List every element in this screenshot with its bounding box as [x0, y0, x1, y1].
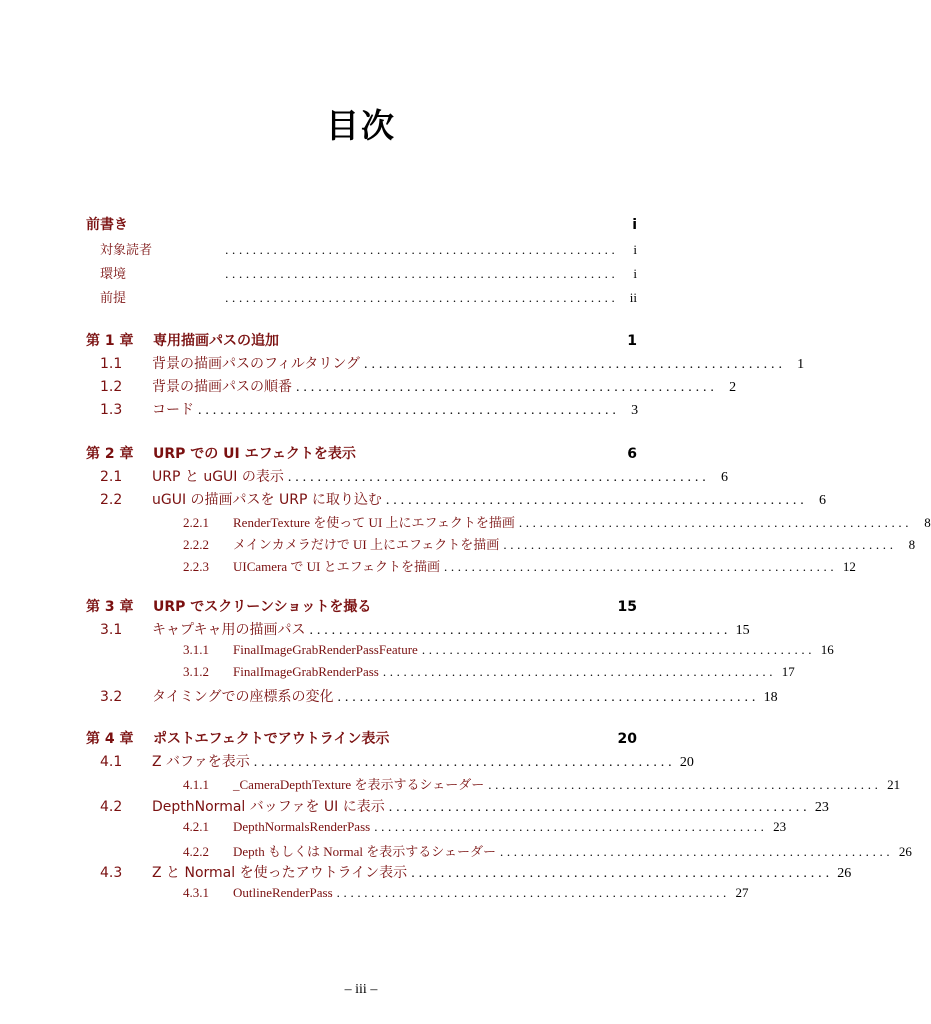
toc-entry-number: 4.3.1 [183, 885, 209, 900]
toc-entry-page: 2 [729, 380, 737, 395]
leader-dots: . . . . . . . . . . . . . . . . . . . . . . . . . . . . . . . . . . . . . . . . . . . . . . . . . . . . . . . . . [518, 515, 909, 530]
toc-entry-page: 15 [735, 623, 750, 638]
toc-entry-title: 対象読者 [100, 243, 153, 258]
toc-entry-number: 2.2.3 [183, 559, 209, 574]
toc-entry-number: 2.1 [100, 469, 123, 485]
toc-entry-page: 8 [924, 515, 931, 530]
leader-dots: . . . . . . . . . . . . . . . . . . . . . . . . . . . . . . . . . . . . . . . . . . . . . . . . . . . . . . . . . [225, 290, 615, 305]
toc-entry-title: FinalImageGrabRenderPassFeature [233, 642, 418, 657]
leader-dots: . . . . . . . . . . . . . . . . . . . . . . . . . . . . . . . . . . . . . . . . . . . . . . . . . . . . . . . . . [253, 755, 672, 770]
leader-dots: . . . . . . . . . . . . . . . . . . . . . . . . . . . . . . . . . . . . . . . . . . . . . . . . . . . . . . . . . [287, 470, 706, 485]
toc-entry-title: RenderTexture を使って UI 上にエフェクトを描画 [233, 515, 515, 530]
toc-entry-page: 1 [627, 333, 637, 349]
toc-entry-number: 1.1 [100, 356, 123, 372]
toc-entry-page: i [633, 242, 637, 257]
toc-section-entry[interactable] [86, 796, 829, 816]
toc-entry-page: 8 [908, 537, 916, 552]
toc-entry-page: 20 [617, 731, 637, 747]
toc-entry-title: Z バファを表示 [152, 754, 250, 770]
toc-chapter-entry[interactable] [86, 596, 637, 616]
toc-entry-title: タイミングでの座標系の変化 [152, 689, 334, 705]
toc-entry-page: 1 [797, 357, 805, 372]
toc-entry-title: メインカメラだけで UI 上にエフェクトを描画 [233, 537, 500, 552]
toc-entry-title: 背景の描画パスのフィルタリング [152, 356, 361, 372]
toc-chapter-entry[interactable] [86, 330, 637, 350]
toc-entry-title: _CameraDepthTexture を表示するシェーダー [233, 777, 485, 792]
toc-preface-item[interactable] [86, 239, 637, 258]
toc-entry-number: 4.3 [100, 865, 123, 881]
toc-section-entry[interactable] [86, 376, 737, 396]
page-title: 目次 [326, 106, 396, 145]
toc-preface-item[interactable] [86, 263, 637, 282]
toc-entry-number: 2.2.2 [183, 537, 209, 552]
toc-entry-number: 第 4 章 [86, 731, 134, 747]
toc-entry-number: 第 2 章 [86, 446, 134, 462]
toc-entry-page: 20 [679, 755, 694, 770]
toc-entry-number: 4.2.1 [183, 819, 209, 834]
toc-section-entry[interactable] [86, 353, 805, 373]
toc-entry-page: 27 [735, 885, 749, 900]
toc-entry-title: Z と Normal を使ったアウトライン表示 [152, 865, 408, 881]
toc-entry-number: 第 1 章 [86, 333, 134, 349]
leader-dots: . . . . . . . . . . . . . . . . . . . . . . . . . . . . . . . . . . . . . . . . . . . . . . . . . . . . . . . . . [309, 623, 728, 638]
toc-entry-title: DepthNormalsRenderPass [233, 819, 371, 834]
toc-subsection-entry[interactable] [86, 841, 912, 860]
toc-entry-page: 23 [773, 819, 787, 834]
toc-entry-page: 12 [842, 559, 856, 574]
leader-dots: . . . . . . . . . . . . . . . . . . . . . . . . . . . . . . . . . . . . . . . . . . . . . . . . . . . . . . . . . [374, 819, 765, 834]
toc-entry-page: 18 [763, 690, 778, 705]
toc-subsection-entry[interactable] [86, 642, 834, 658]
toc-subsection-entry[interactable] [86, 819, 787, 835]
toc-entry-number: 2.2 [100, 492, 123, 508]
toc-section-entry[interactable] [86, 686, 778, 706]
toc-entry-title: 背景の描画パスの順番 [152, 379, 292, 395]
toc-entry-title: uGUI の描画パスを URP に取り込む [152, 492, 382, 508]
toc-entry-number: 3.1 [100, 622, 123, 638]
leader-dots: . . . . . . . . . . . . . . . . . . . . . . . . . . . . . . . . . . . . . . . . . . . . . . . . . . . . . . . . . [443, 559, 834, 574]
leader-dots: . . . . . . . . . . . . . . . . . . . . . . . . . . . . . . . . . . . . . . . . . . . . . . . . . . . . . . . . . [499, 844, 890, 859]
toc-subsection-entry[interactable] [86, 534, 916, 553]
toc-entry-number: 1.3 [100, 402, 123, 418]
leader-dots: . . . . . . . . . . . . . . . . . . . . . . . . . . . . . . . . . . . . . . . . . . . . . . . . . . . . . . . . . [337, 690, 756, 705]
toc-entry-title: 前書き [86, 217, 128, 233]
leader-dots: . . . . . . . . . . . . . . . . . . . . . . . . . . . . . . . . . . . . . . . . . . . . . . . . . . . . . . . . . [336, 885, 727, 900]
toc-section-entry[interactable] [86, 751, 694, 771]
toc-section-entry[interactable] [86, 619, 750, 639]
toc-entry-title: URP での UI エフェクトを表示 [153, 446, 356, 462]
toc-section-entry[interactable] [86, 489, 826, 509]
leader-dots: . . . . . . . . . . . . . . . . . . . . . . . . . . . . . . . . . . . . . . . . . . . . . . . . . . . . . . . . . [225, 242, 615, 257]
toc-entry-title: ポストエフェクトでアウトライン表示 [153, 731, 390, 747]
leader-dots: . . . . . . . . . . . . . . . . . . . . . . . . . . . . . . . . . . . . . . . . . . . . . . . . . . . . . . . . . [385, 493, 804, 508]
toc-entry-title: FinalImageGrabRenderPass [233, 664, 379, 679]
toc-entry-title: Depth もしくは Normal を表示するシェーダー [233, 844, 496, 859]
toc-entry-number: 第 3 章 [86, 599, 134, 615]
toc-preface-item[interactable] [86, 287, 637, 306]
toc-entry-title: URP でスクリーンショットを撮る [153, 599, 372, 615]
leader-dots: . . . . . . . . . . . . . . . . . . . . . . . . . . . . . . . . . . . . . . . . . . . . . . . . . . . . . . . . . [488, 777, 879, 792]
toc-entry-title: UICamera で UI とエフェクトを描画 [233, 559, 440, 574]
toc-section-entry[interactable] [86, 466, 728, 486]
leader-dots: . . . . . . . . . . . . . . . . . . . . . . . . . . . . . . . . . . . . . . . . . . . . . . . . . . . . . . . . . [364, 357, 783, 372]
toc-entry-page: 26 [837, 866, 852, 881]
toc-entry-number: 3.1.2 [183, 664, 209, 679]
leader-dots: . . . . . . . . . . . . . . . . . . . . . . . . . . . . . . . . . . . . . . . . . . . . . . . . . . . . . . . . . [411, 866, 830, 881]
toc-entry-page: ii [629, 290, 637, 305]
leader-dots: . . . . . . . . . . . . . . . . . . . . . . . . . . . . . . . . . . . . . . . . . . . . . . . . . . . . . . . . . [503, 537, 894, 552]
leader-dots: . . . . . . . . . . . . . . . . . . . . . . . . . . . . . . . . . . . . . . . . . . . . . . . . . . . . . . . . . [388, 800, 807, 815]
toc-entry-page: i [632, 217, 637, 233]
leader-dots: . . . . . . . . . . . . . . . . . . . . . . . . . . . . . . . . . . . . . . . . . . . . . . . . . . . . . . . . . [198, 403, 617, 418]
toc-entry-page: 15 [617, 599, 637, 615]
toc-entry-number: 3.2 [100, 689, 123, 705]
toc-entry-title: URP と uGUI の表示 [152, 469, 284, 485]
leader-dots: . . . . . . . . . . . . . . . . . . . . . . . . . . . . . . . . . . . . . . . . . . . . . . . . . . . . . . . . . [296, 380, 715, 395]
toc-entry-title: コード [152, 402, 194, 418]
toc-entry-title: DepthNormal バッファを UI に表示 [152, 799, 385, 815]
toc-entry-number: 3.1.1 [183, 642, 209, 657]
toc-section-entry[interactable] [86, 862, 852, 882]
toc-entry-number: 4.1.1 [183, 777, 209, 792]
toc-subsection-entry[interactable] [86, 512, 931, 531]
toc-entry-page: 3 [631, 403, 639, 418]
toc-entry-page: 6 [818, 493, 826, 508]
leader-dots: . . . . . . . . . . . . . . . . . . . . . . . . . . . . . . . . . . . . . . . . . . . . . . . . . . . . . . . . . [421, 642, 812, 657]
toc-entry-page: 17 [781, 664, 795, 679]
toc-entry-page: 23 [814, 800, 829, 815]
toc-entry-title: 環境 [100, 267, 127, 282]
toc-entry-title: 専用描画パスの追加 [153, 333, 279, 349]
toc-entry-number: 2.2.1 [183, 515, 209, 530]
toc-entry-number: 1.2 [100, 379, 123, 395]
toc-entry-title: OutlineRenderPass [233, 885, 333, 900]
page-number-footer: – iii – [344, 982, 378, 997]
toc-entry-number: 4.2 [100, 799, 123, 815]
toc-entry-title: キャプキャ用の描画パス [152, 622, 306, 638]
toc-chapter-entry[interactable] [86, 728, 637, 748]
toc-entry-page: 16 [820, 642, 834, 657]
leader-dots: . . . . . . . . . . . . . . . . . . . . . . . . . . . . . . . . . . . . . . . . . . . . . . . . . . . . . . . . . [382, 664, 773, 679]
toc-entry-page: 6 [720, 470, 728, 485]
toc-entry-title: 前提 [100, 291, 127, 306]
toc-subsection-entry[interactable] [86, 556, 856, 575]
toc-entry-number: 4.2.2 [183, 844, 209, 859]
toc-subsection-entry[interactable] [86, 885, 749, 901]
toc-subsection-entry[interactable] [86, 774, 901, 793]
toc-entry-number: 4.1 [100, 754, 123, 770]
toc-entry-page: 21 [887, 777, 901, 792]
toc-entry-page: i [633, 266, 637, 281]
toc-preface-entry[interactable] [86, 214, 637, 234]
toc-entry-page: 26 [898, 844, 912, 859]
toc-section-entry[interactable] [86, 399, 637, 419]
toc-entry-page: 6 [627, 446, 637, 462]
leader-dots: . . . . . . . . . . . . . . . . . . . . . . . . . . . . . . . . . . . . . . . . . . . . . . . . . . . . . . . . . [225, 266, 615, 281]
toc-subsection-entry[interactable] [86, 664, 795, 680]
toc-chapter-entry[interactable] [86, 443, 637, 463]
